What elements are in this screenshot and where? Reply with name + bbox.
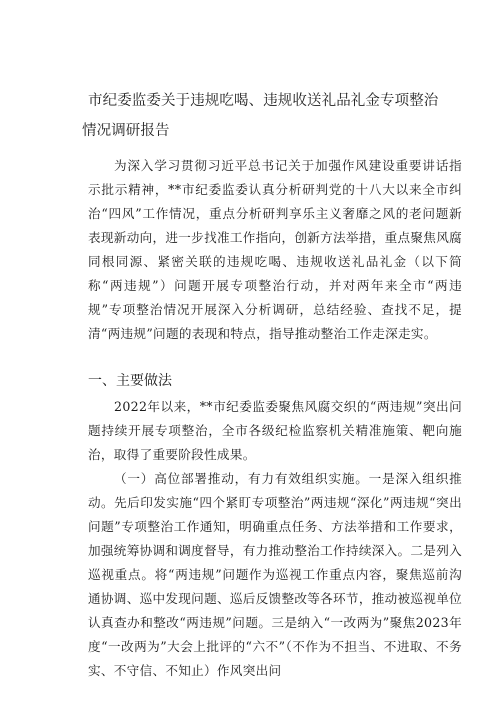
document-title: 市纪委监委关于违规吃喝、违规收送礼品礼金专项整治情况调研报告 bbox=[82, 93, 439, 139]
section1-paragraph-2: （一）高位部署推动，有力有效组织实施。一是深入组织推动。先后印发实施“四个紧盯专项整治”两违规“深化”两违规“突出问题”专项整治工作通知，明确重点任务、方法举措和工作要求，加强统筹协调和调度督导，有力推动整治工作持续深入。二是列入巡视重点。将“两违规”问题作为巡视工作重点内容，聚焦巡前沟通协调、巡中发现问题、巡后反馈整改等各环节，推动被巡视单位认真查办和整改“两违规”问题。三是纳入“一改两为”聚焦2023年度“一改两为”大会上批评的“六不”（不作为不担当、不进取、不务实、不守信、不知止）作风突出问 bbox=[88, 471, 462, 678]
section-heading: 一、主要做法 bbox=[88, 373, 172, 389]
section1-paragraph-1: 2022年以来，**市纪委监委聚焦风腐交织的“两违规”突出问题持续开展专项整治，全市各级纪检监察机关精准施策、靶向施治，取得了重要阶段性成果。 bbox=[88, 399, 462, 462]
intro-paragraph: 为深入学习贯彻习近平总书记关于加强作风建设重要讲话指示批示精神，**市纪委监委认真分析研判党的十八大以来全市纠治“四风”工作情况，重点分析研判享乐主义奢靡之风的老问题新表现新动向，进一步找准工作指向，创新方法举措，重点聚焦风腐同根同源、紧密关联的违规吃喝、违规收送礼品礼金（以下简称“两违规”）问题开展专项整治行动，并对两年来全市“两违规”专项整治情况开展深入分析调研，总结经验、查找不足，提清“两违规”问题的表现和特点，指导推动整治工作走深走实。 bbox=[88, 158, 462, 341]
